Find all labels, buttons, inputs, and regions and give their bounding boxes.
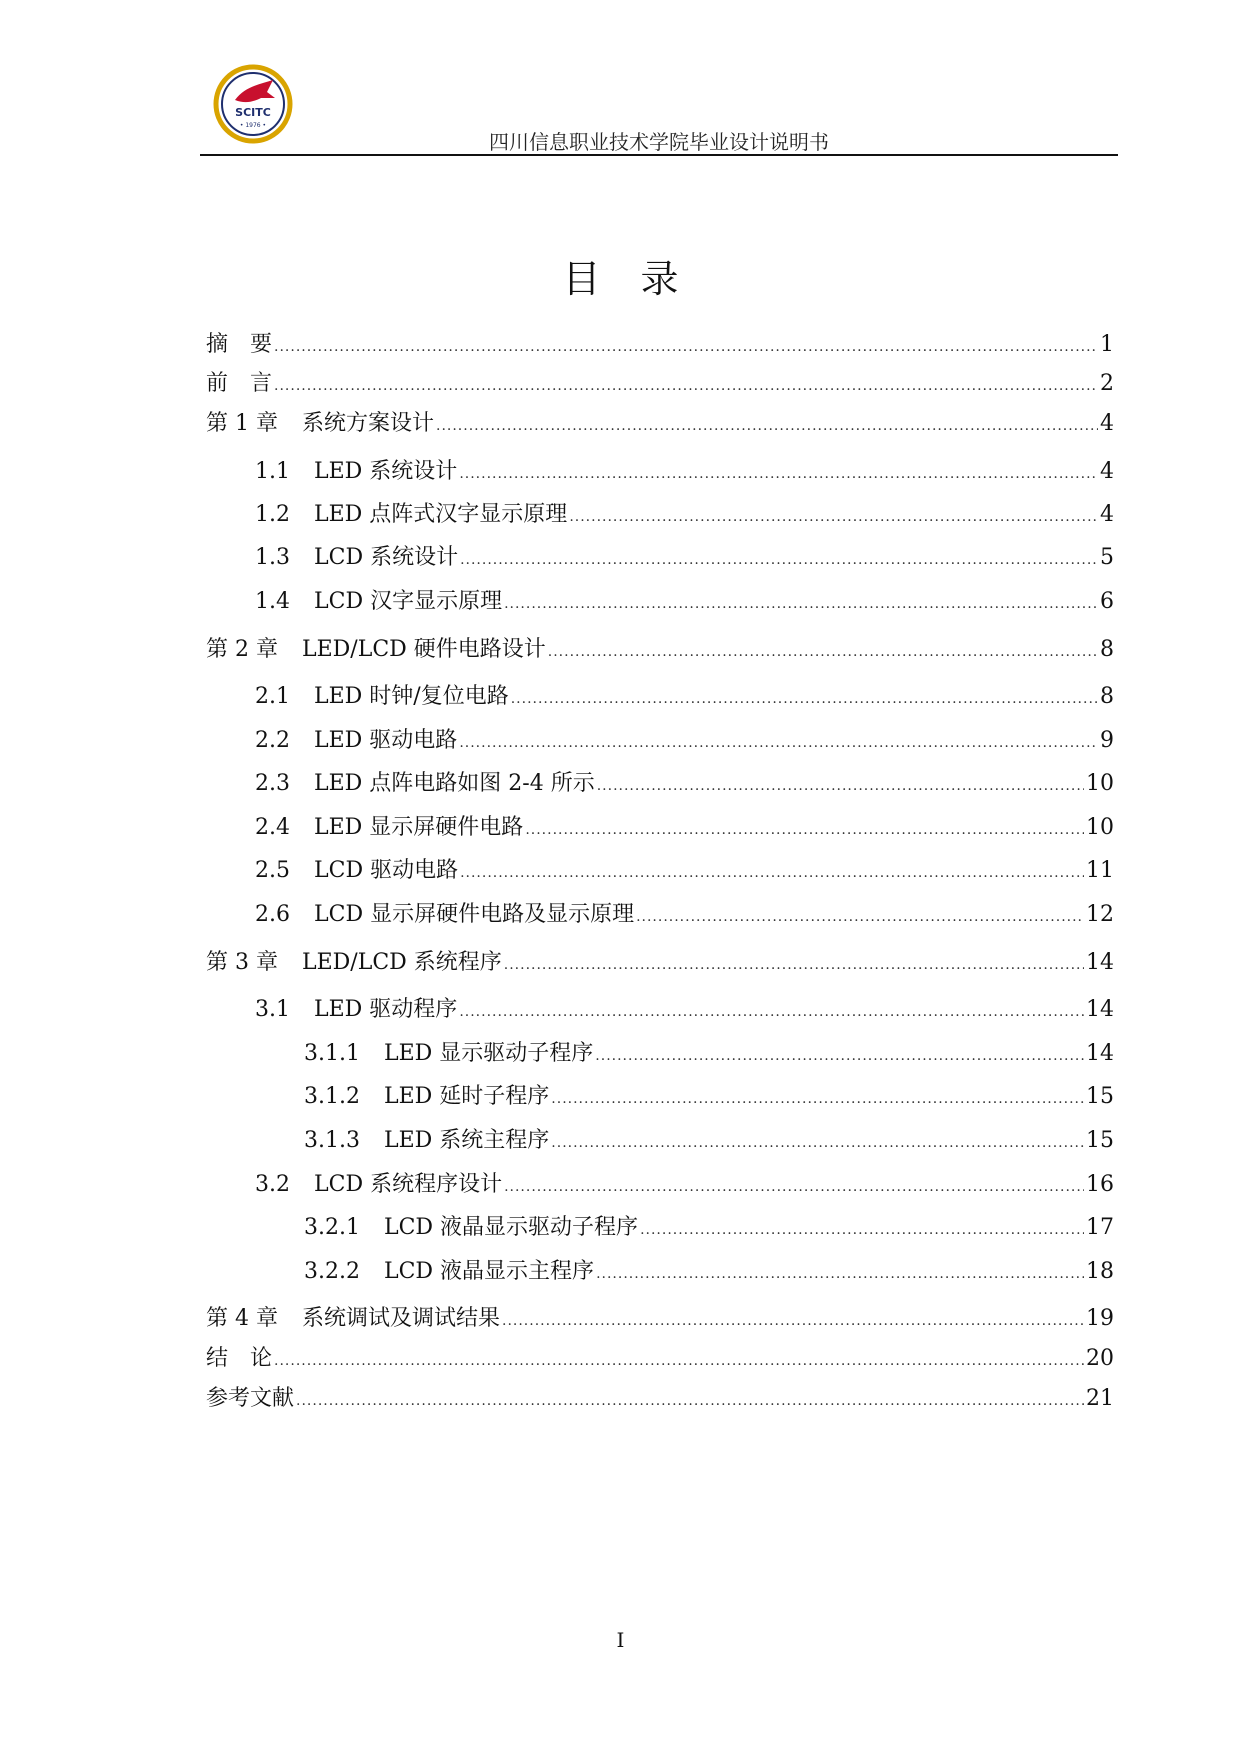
- toc-entry[interactable]: [255, 457, 1114, 489]
- dot-leader: [504, 950, 1084, 980]
- toc-entry-page: 8: [1100, 684, 1114, 709]
- toc-entry-number: 2.5: [255, 858, 290, 883]
- toc-entry[interactable]: [255, 726, 1114, 758]
- toc-entry-title: LCD 系统设计: [314, 545, 459, 570]
- header-divider: [200, 154, 1118, 156]
- toc-entry-title: LED 延时子程序: [383, 1084, 550, 1109]
- toc-entry-title: LCD 驱动电路: [314, 858, 459, 883]
- dot-leader: [640, 1215, 1084, 1245]
- toc-entry-page: 4: [1100, 411, 1114, 436]
- toc-entry-page: 17: [1086, 1215, 1114, 1240]
- toc-entry[interactable]: [304, 1039, 1114, 1071]
- toc-entry-page: 19: [1086, 1306, 1114, 1331]
- toc-entry-page: 21: [1086, 1386, 1114, 1411]
- toc-entry[interactable]: [255, 995, 1114, 1027]
- toc-entry-title: LCD 显示屏硬件电路及显示原理: [314, 902, 635, 927]
- page-number: I: [616, 1628, 625, 1652]
- dot-leader: [525, 815, 1084, 845]
- toc-entry-page: 8: [1100, 637, 1114, 662]
- toc-entry-number: 3.1.1: [304, 1041, 360, 1066]
- toc-entry-number: 第 3 章: [206, 950, 278, 975]
- toc-entry-title: 参考文献: [206, 1386, 295, 1411]
- toc-entry[interactable]: [206, 1344, 1114, 1376]
- toc-entry-title: LED 点阵式汉字显示原理: [314, 502, 568, 527]
- toc-entry[interactable]: [304, 1126, 1114, 1158]
- toc-entry-title: LED 显示屏硬件电路: [314, 815, 524, 840]
- toc-entry[interactable]: [255, 543, 1114, 575]
- toc-entry-title: LED 驱动程序: [314, 997, 458, 1022]
- toc-entry-title: LED 显示驱动子程序: [383, 1041, 594, 1066]
- toc-entry-page: 14: [1086, 1041, 1114, 1066]
- dot-leader: [596, 1259, 1084, 1289]
- dot-leader: [504, 589, 1098, 619]
- dot-leader: [595, 1041, 1084, 1071]
- toc-entry-number: 1.1: [255, 459, 290, 484]
- toc-entry-page: 15: [1086, 1128, 1114, 1153]
- toc-entry-page: 20: [1086, 1346, 1114, 1371]
- toc-entry[interactable]: [206, 1384, 1114, 1416]
- toc-entry-title: 前 言: [206, 371, 273, 396]
- dot-leader: [460, 545, 1098, 575]
- toc-entry-page: 14: [1086, 950, 1114, 975]
- toc-entry-title: LED 系统主程序: [383, 1128, 550, 1153]
- toc-entry-page: 10: [1086, 815, 1114, 840]
- toc-entry-title: 系统调试及调试结果: [301, 1306, 500, 1331]
- dot-leader: [436, 411, 1098, 441]
- toc-entry-number: 3.1.2: [304, 1084, 360, 1109]
- toc-heading: 目录: [562, 257, 719, 301]
- toc-entry[interactable]: [255, 682, 1114, 714]
- toc-entry-page: 10: [1086, 771, 1114, 796]
- toc-entry-page: 1: [1100, 332, 1114, 357]
- toc-entry[interactable]: [304, 1257, 1114, 1289]
- dot-leader: [502, 1306, 1084, 1336]
- toc-entry-number: 1.4: [255, 589, 290, 614]
- toc-entry-number: 1.3: [255, 545, 290, 570]
- logo-text: SCITC: [235, 106, 271, 119]
- toc-entry-number: 第 2 章: [206, 637, 278, 662]
- dot-leader: [597, 771, 1084, 801]
- toc-entry[interactable]: [206, 330, 1114, 362]
- toc-entry-title: LED 系统设计: [314, 459, 458, 484]
- toc-entry-page: 2: [1100, 371, 1114, 396]
- dot-leader: [274, 371, 1098, 401]
- toc-entry-number: 2.6: [255, 902, 290, 927]
- toc-entry[interactable]: [206, 948, 1114, 980]
- toc-entry-number: 2.1: [255, 684, 290, 709]
- toc-entry-page: 4: [1100, 502, 1114, 527]
- toc-entry-title: LCD 液晶显示驱动子程序: [383, 1215, 639, 1240]
- toc-entry-title: LED 时钟/复位电路: [314, 684, 509, 709]
- toc-entry-title: LED/LCD 系统程序: [301, 950, 502, 975]
- dot-leader: [274, 332, 1098, 362]
- toc-entry-title: LCD 汉字显示原理: [314, 589, 503, 614]
- toc-entry-page: 6: [1100, 589, 1114, 614]
- dot-leader: [460, 858, 1084, 888]
- toc-entry[interactable]: [255, 587, 1114, 619]
- toc-entry[interactable]: [206, 635, 1114, 667]
- toc-entry-page: 15: [1086, 1084, 1114, 1109]
- toc-entry-page: 11: [1086, 858, 1114, 883]
- toc-entry-page: 18: [1086, 1259, 1114, 1284]
- dot-leader: [504, 1172, 1084, 1202]
- toc-entry[interactable]: [304, 1082, 1114, 1114]
- dot-leader: [511, 684, 1098, 714]
- dot-leader: [551, 1084, 1084, 1114]
- toc-entry[interactable]: [255, 1170, 1114, 1202]
- toc-entry-number: 第 4 章: [206, 1306, 278, 1331]
- toc-entry-number: 3.1.3: [304, 1128, 360, 1153]
- toc-entry-title: LED 点阵电路如图 2-4 所示: [314, 771, 595, 796]
- toc-entry-page: 12: [1086, 902, 1114, 927]
- toc-entry-page: 5: [1100, 545, 1114, 570]
- toc-entry-title: LED 驱动电路: [314, 728, 458, 753]
- toc-entry-title: 结 论: [206, 1346, 273, 1371]
- toc-entry-title: 摘 要: [206, 332, 273, 357]
- dot-leader: [459, 728, 1098, 758]
- toc-entry-number: 3.2: [255, 1172, 290, 1197]
- toc-entry[interactable]: [206, 1304, 1114, 1336]
- dot-leader: [551, 1128, 1084, 1158]
- toc-entry-title: LCD 系统程序设计: [314, 1172, 503, 1197]
- toc-entry-page: 14: [1086, 997, 1114, 1022]
- toc-entry-number: 3.1: [255, 997, 290, 1022]
- toc-entry-title: LCD 液晶显示主程序: [383, 1259, 595, 1284]
- toc-entry-title: 系统方案设计: [301, 411, 434, 436]
- toc-entry[interactable]: [255, 856, 1114, 888]
- header-title: 四川信息职业技术学院毕业设计说明书: [489, 130, 829, 154]
- toc-entry-number: 2.2: [255, 728, 290, 753]
- toc-entry-number: 3.2.2: [304, 1259, 360, 1284]
- toc-entry-page: 16: [1086, 1172, 1114, 1197]
- toc-entry-page: 9: [1100, 728, 1114, 753]
- toc-entry-page: 4: [1100, 459, 1114, 484]
- dot-leader: [274, 1346, 1084, 1376]
- dot-leader: [459, 997, 1084, 1027]
- dot-leader: [548, 637, 1098, 667]
- dot-leader: [459, 459, 1098, 489]
- dot-leader: [296, 1386, 1084, 1416]
- toc-entry-number: 3.2.1: [304, 1215, 360, 1240]
- toc-entry-number: 2.4: [255, 815, 290, 840]
- toc-entry[interactable]: [255, 900, 1114, 932]
- toc-entry[interactable]: [255, 500, 1114, 532]
- toc-entry[interactable]: [206, 409, 1114, 441]
- toc-entry[interactable]: [304, 1213, 1114, 1245]
- toc-entry-title: LED/LCD 硬件电路设计: [301, 637, 546, 662]
- toc-entry[interactable]: [206, 369, 1114, 401]
- toc-entry[interactable]: [255, 813, 1114, 845]
- toc-entry-number: 2.3: [255, 771, 290, 796]
- toc-entry-number: 1.2: [255, 502, 290, 527]
- dot-leader: [636, 902, 1084, 932]
- logo-year: • 1976 •: [239, 122, 267, 129]
- dot-leader: [569, 502, 1098, 532]
- toc-entry-number: 第 1 章: [206, 411, 278, 436]
- toc-entry[interactable]: [255, 769, 1114, 801]
